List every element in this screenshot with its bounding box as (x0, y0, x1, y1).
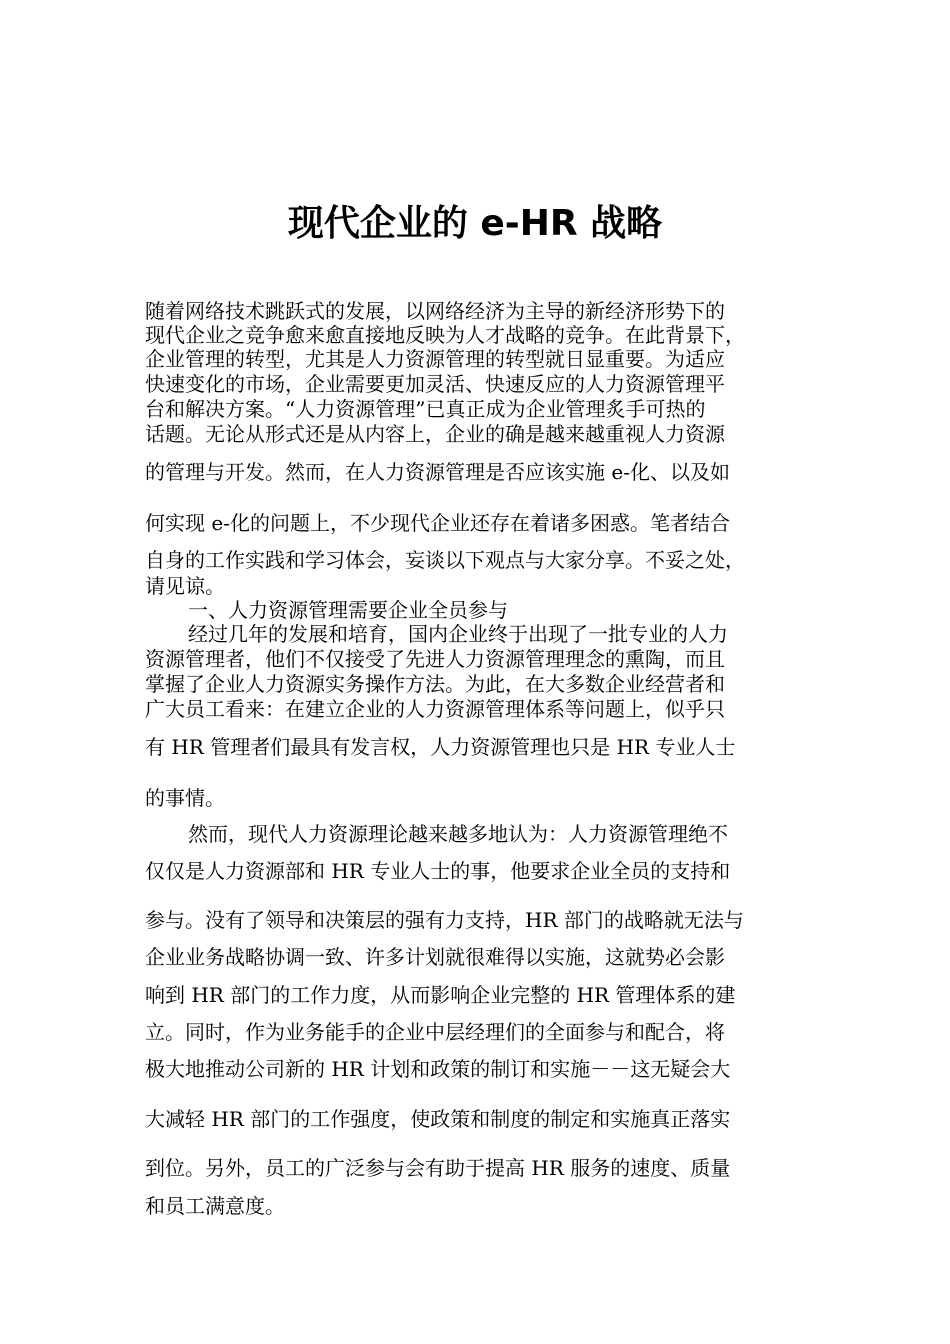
body-line: 的管理与开发。然而，在人力资源管理是否应该实施 e-化、以及如 (145, 460, 730, 484)
body-line: 台和解决方案。“人力资源管理”已真正成为企业管理炙手可热的 (145, 397, 706, 421)
body-line: 掌握了企业人力资源实务操作方法。为此，在大多数企业经营者和 (145, 672, 725, 696)
body-line: 和员工满意度。 (145, 1194, 285, 1218)
body-line: 随着网络技术跳跃式的发展，以网络经济为主导的新经济形势下的 (145, 299, 725, 323)
body-line: 何实现 e-化的问题上，不少现代企业还存在着诸多困惑。笔者结合 (145, 511, 730, 535)
section-heading: 一、人力资源管理需要企业全员参与 (188, 598, 508, 622)
body-line: 到位。另外，员工的广泛参与会有助于提高 HR 服务的速度、质量 (145, 1156, 731, 1180)
body-line: 企业管理的转型，尤其是人力资源管理的转型就日显重要。为适应 (145, 347, 725, 371)
body-line: 话题。无论从形式还是从内容上，企业的确是越来越重视人力资源 (145, 422, 725, 446)
body-line: 的事情。 (145, 786, 225, 810)
body-line: 资源管理者，他们不仅接受了先进人力资源管理理念的熏陶，而且 (145, 647, 725, 671)
body-line: 快速变化的市场，企业需要更加灵活、快速反应的人力资源管理平 (145, 372, 725, 396)
body-line: 仅仅是人力资源部和 HR 专业人士的事，他要求企业全员的支持和 (145, 859, 731, 883)
body-line: 自身的工作实践和学习体会，妄谈以下观点与大家分享。不妥之处， (145, 548, 745, 572)
body-line: 现代企业之竞争愈来愈直接地反映为人才战略的竞争。在此背景下， (145, 323, 745, 347)
body-line: 立。同时，作为业务能手的企业中层经理们的全面参与和配合，将 (145, 1020, 725, 1044)
body-line: 请见谅。 (145, 574, 225, 598)
body-line: 有 HR 管理者们最具有发言权，人力资源管理也只是 HR 专业人士 (145, 735, 736, 759)
body-line: 企业业务战略协调一致、许多计划就很难得以实施，这就势必会影 (145, 945, 725, 969)
document-title: 现代企业的 e-HR 战略 (287, 203, 663, 244)
body-line: 参与。没有了领导和决策层的强有力支持，HR 部门的战略就无法与 (145, 908, 744, 932)
body-line: 响到 HR 部门的工作力度，从而影响企业完整的 HR 管理体系的建 (145, 983, 736, 1007)
body-line: 极大地推动公司新的 HR 计划和政策的制订和实施－－这无疑会大 (145, 1057, 731, 1081)
body-line: 大减轻 HR 部门的工作强度，使政策和制度的制定和实施真正落实 (145, 1107, 731, 1131)
body-line: 经过几年的发展和培育，国内企业终于出现了一批专业的人力 (188, 622, 728, 646)
body-line: 然而，现代人力资源理论越来越多地认为：人力资源管理绝不 (188, 822, 728, 846)
body-line: 广大员工看来：在建立企业的人力资源管理体系等问题上，似乎只 (145, 697, 725, 721)
